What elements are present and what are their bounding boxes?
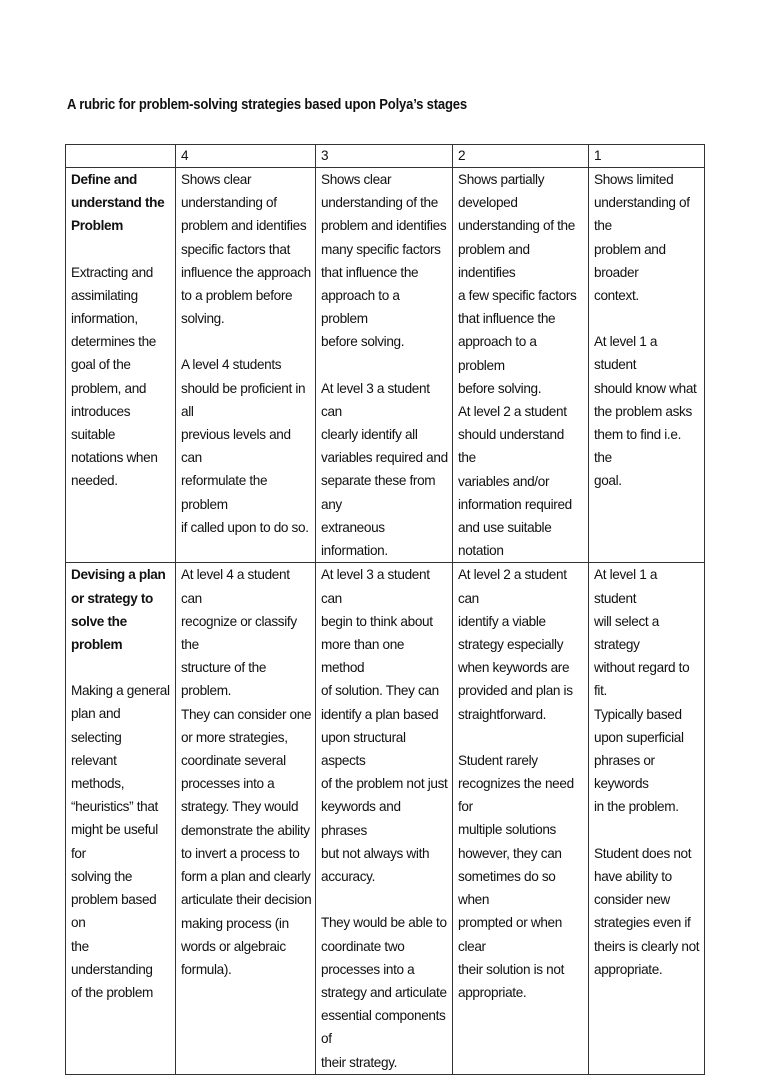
level-header-2: 2 xyxy=(453,145,589,168)
rubric-cell-level-1 xyxy=(589,563,705,1074)
header-row xyxy=(66,145,705,168)
rubric-cell-level-1 xyxy=(589,168,705,563)
rubric-cell-level-4 xyxy=(176,168,316,563)
criterion-title: Define and understand the Problem xyxy=(71,172,165,234)
cell-paragraph: Shows limited understanding of the problem and broader context. xyxy=(594,172,690,304)
rubric-cell-level-4 xyxy=(176,563,316,1074)
cell-paragraph: At level 2 a student can identify a viable strategy especially when keywords are provided and plan is straightforward. xyxy=(458,567,573,722)
level-header-1: 1 xyxy=(589,145,705,168)
cell-paragraph: Student does not have ability to consider new strategies even if theirs is clearly not appropriate. xyxy=(594,845,700,977)
level-header-4: 4 xyxy=(176,145,316,168)
cell-paragraph: At level 3 a student can begin to think about more than one method of solution. They can identify a plan based upon structural aspects of the problem not just keywords and phrases but not always with accuracy. xyxy=(321,567,448,885)
rubric-cell-level-2 xyxy=(453,168,589,563)
rubric-row-devise xyxy=(66,563,705,1074)
rubric-cell-level-3 xyxy=(316,168,453,563)
cell-paragraph: A level 4 students should be proficient in all previous levels and can reformulate the problem if called upon to do so. xyxy=(181,357,309,535)
cell-paragraph: Shows clear understanding of problem and identifies specific factors that influence the approach to a problem before solving. xyxy=(181,172,311,327)
cell-paragraph: At level 1 a student will select a strategy without regard to fit. Typically based upon superficial phrases or keywords in the problem. xyxy=(594,567,690,815)
cell-paragraph: At level 3 a student can clearly identify all variables required and separate these from any extraneous information. xyxy=(321,380,448,559)
rubric-cell-level-3 xyxy=(316,563,453,1074)
cell-paragraph: Shows partially developed understanding of the problem and indentifies a few specific factors that influence the approach to a problem before solving. At level 2 a student should understand the variables and/or information required and use suitable notation xyxy=(458,172,577,559)
cell-paragraph: Shows clear understanding of the problem and identifies many specific factors that influence the approach to a problem before solving. xyxy=(321,172,447,350)
criterion-description: Making a general plan and selecting relevant methods, “heuristics” that might be useful for solving the problem based on the understanding of the problem xyxy=(71,683,170,1000)
cell-paragraph: They would be able to coordinate two processes into a strategy and articulate essential components of their strategy. xyxy=(321,915,447,1070)
rubric-row-define xyxy=(66,168,705,563)
header-empty-cell xyxy=(66,145,176,168)
criterion-title: Devising a plan or strategy to solve the problem xyxy=(71,567,166,653)
criterion-cell xyxy=(66,563,176,1074)
cell-paragraph: At level 4 a student can recognize or classify the structure of the problem. They can consider one or more strategies, coordinate several processes into a strategy. They would demonstrate the ability to invert a process to form a plan and clearly articulate their decision making process (in words or algebraic formula). xyxy=(181,567,312,977)
criterion-description: Extracting and assimilating information, determines the goal of the problem, and introduces suitable notations when needed. xyxy=(71,264,158,489)
level-header-3: 3 xyxy=(316,145,453,168)
cell-paragraph: At level 1 a student should know what the problem asks them to find i.e. the goal. xyxy=(594,334,697,489)
cell-paragraph: Student rarely recognizes the need for multiple solutions however, they can sometimes do so when prompted or when clear their solution is not appropriate. xyxy=(458,752,574,1000)
criterion-cell xyxy=(66,168,176,563)
document-title: A rubric for problem-solving strategies based upon Polya’s stages xyxy=(67,97,467,113)
rubric-cell-level-2 xyxy=(453,563,589,1074)
rubric-table xyxy=(65,144,705,1075)
